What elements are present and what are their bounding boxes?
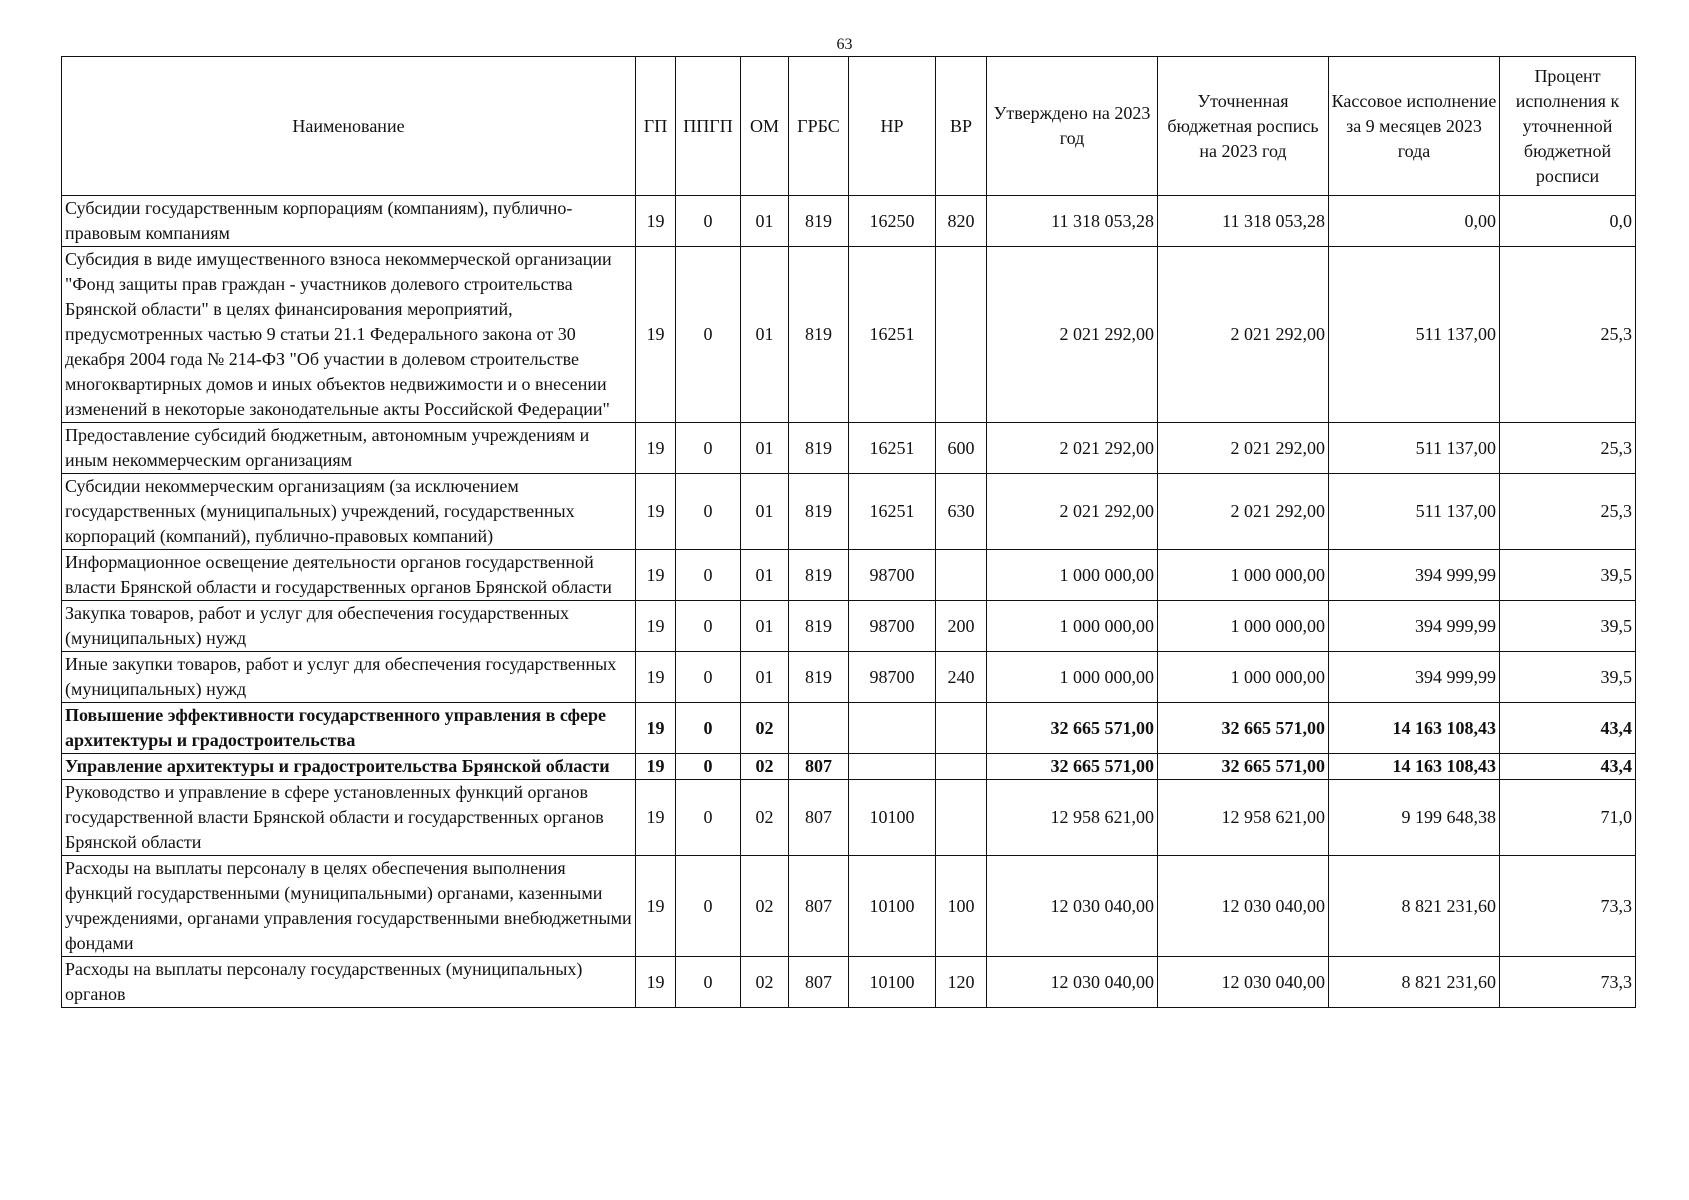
cell-approved: 12 030 040,00 xyxy=(987,957,1158,1008)
cell-grbs: 807 xyxy=(789,754,849,780)
cell-ppgp: 0 xyxy=(676,247,741,423)
cell-percent: 73,3 xyxy=(1500,957,1636,1008)
table-header-row xyxy=(62,57,1636,196)
table-row xyxy=(62,856,1636,957)
cell-ppgp: 0 xyxy=(676,780,741,856)
cell-grbs: 819 xyxy=(789,550,849,601)
header-vr: ВР xyxy=(936,57,987,196)
cell-approved: 12 030 040,00 xyxy=(987,856,1158,957)
cell-name: Управление архитектуры и градостроительства Брянской области xyxy=(62,754,636,780)
cell-refined: 32 665 571,00 xyxy=(1158,703,1329,754)
cell-om: 02 xyxy=(741,703,789,754)
cell-grbs: 819 xyxy=(789,247,849,423)
cell-nr: 10100 xyxy=(849,780,936,856)
cell-om: 02 xyxy=(741,957,789,1008)
cell-percent: 25,3 xyxy=(1500,247,1636,423)
cell-gp: 19 xyxy=(636,856,676,957)
cell-approved: 1 000 000,00 xyxy=(987,601,1158,652)
header-ppgp: ППГП xyxy=(676,57,741,196)
cell-gp: 19 xyxy=(636,652,676,703)
cell-percent: 25,3 xyxy=(1500,474,1636,550)
cell-name: Субсидии государственным корпорациям (компаниям), публично-правовым компаниям xyxy=(62,196,636,247)
cell-om: 01 xyxy=(741,423,789,474)
cell-nr: 16250 xyxy=(849,196,936,247)
cell-om: 01 xyxy=(741,474,789,550)
header-name: Наименование xyxy=(62,57,636,196)
cell-vr xyxy=(936,703,987,754)
cell-nr: 98700 xyxy=(849,652,936,703)
table-row xyxy=(62,754,1636,780)
cell-refined: 2 021 292,00 xyxy=(1158,247,1329,423)
cell-vr: 100 xyxy=(936,856,987,957)
cell-refined: 1 000 000,00 xyxy=(1158,652,1329,703)
cell-executed: 8 821 231,60 xyxy=(1329,957,1500,1008)
header-approved: Утверждено на 2023 год xyxy=(987,57,1158,196)
cell-nr xyxy=(849,703,936,754)
cell-nr: 98700 xyxy=(849,550,936,601)
table-row xyxy=(62,474,1636,550)
cell-om: 02 xyxy=(741,856,789,957)
header-percent: Процент исполнения к уточненной бюджетной росписи xyxy=(1500,57,1636,196)
cell-om: 01 xyxy=(741,550,789,601)
cell-nr: 98700 xyxy=(849,601,936,652)
table-row xyxy=(62,601,1636,652)
cell-executed: 394 999,99 xyxy=(1329,601,1500,652)
cell-vr xyxy=(936,754,987,780)
table-row xyxy=(62,423,1636,474)
cell-executed: 511 137,00 xyxy=(1329,247,1500,423)
cell-nr: 16251 xyxy=(849,474,936,550)
cell-approved: 2 021 292,00 xyxy=(987,423,1158,474)
cell-approved: 2 021 292,00 xyxy=(987,474,1158,550)
cell-refined: 11 318 053,28 xyxy=(1158,196,1329,247)
cell-vr xyxy=(936,780,987,856)
cell-grbs: 819 xyxy=(789,601,849,652)
cell-grbs: 819 xyxy=(789,423,849,474)
cell-ppgp: 0 xyxy=(676,196,741,247)
cell-ppgp: 0 xyxy=(676,474,741,550)
cell-approved: 32 665 571,00 xyxy=(987,754,1158,780)
cell-om: 01 xyxy=(741,652,789,703)
cell-name: Субсидия в виде имущественного взноса некоммерческой организации "Фонд защиты прав граждан - участников долевого строительства Брянской области" в целях финансирования мероприятий, предусмотренных частью 9 статьи 21.1 Федерального закона от 30 декабря 2004 года № 214-ФЗ "Об участии в долевом строительстве многоквартирных домов и иных объектов недвижимости и о внесении изменений в некоторые законодательные акты Российской Федерации" xyxy=(62,247,636,423)
cell-percent: 0,0 xyxy=(1500,196,1636,247)
cell-ppgp: 0 xyxy=(676,423,741,474)
cell-om: 01 xyxy=(741,247,789,423)
header-gp: ГП xyxy=(636,57,676,196)
header-om: ОМ xyxy=(741,57,789,196)
cell-grbs: 807 xyxy=(789,780,849,856)
cell-gp: 19 xyxy=(636,423,676,474)
cell-percent: 71,0 xyxy=(1500,780,1636,856)
cell-nr: 16251 xyxy=(849,247,936,423)
cell-vr: 630 xyxy=(936,474,987,550)
cell-percent: 43,4 xyxy=(1500,754,1636,780)
cell-refined: 12 030 040,00 xyxy=(1158,856,1329,957)
cell-percent: 43,4 xyxy=(1500,703,1636,754)
cell-nr xyxy=(849,754,936,780)
cell-gp: 19 xyxy=(636,247,676,423)
cell-approved: 1 000 000,00 xyxy=(987,550,1158,601)
cell-nr: 16251 xyxy=(849,423,936,474)
cell-gp: 19 xyxy=(636,601,676,652)
cell-nr: 10100 xyxy=(849,957,936,1008)
cell-ppgp: 0 xyxy=(676,601,741,652)
cell-refined: 1 000 000,00 xyxy=(1158,601,1329,652)
cell-gp: 19 xyxy=(636,957,676,1008)
table-row xyxy=(62,550,1636,601)
cell-vr: 200 xyxy=(936,601,987,652)
cell-executed: 9 199 648,38 xyxy=(1329,780,1500,856)
cell-vr xyxy=(936,550,987,601)
table-row xyxy=(62,196,1636,247)
budget-table xyxy=(61,56,1636,1008)
cell-ppgp: 0 xyxy=(676,652,741,703)
cell-approved: 2 021 292,00 xyxy=(987,247,1158,423)
cell-grbs: 819 xyxy=(789,474,849,550)
cell-om: 02 xyxy=(741,754,789,780)
table-row xyxy=(62,703,1636,754)
cell-name: Расходы на выплаты персоналу государственных (муниципальных) органов xyxy=(62,957,636,1008)
cell-percent: 39,5 xyxy=(1500,550,1636,601)
cell-gp: 19 xyxy=(636,196,676,247)
cell-percent: 39,5 xyxy=(1500,652,1636,703)
header-refined: Уточненная бюджетная роспись на 2023 год xyxy=(1158,57,1329,196)
cell-refined: 12 958 621,00 xyxy=(1158,780,1329,856)
cell-grbs: 807 xyxy=(789,957,849,1008)
cell-percent: 73,3 xyxy=(1500,856,1636,957)
cell-approved: 32 665 571,00 xyxy=(987,703,1158,754)
cell-name: Предоставление субсидий бюджетным, автономным учреждениям и иным некоммерческим организациям xyxy=(62,423,636,474)
cell-executed: 511 137,00 xyxy=(1329,423,1500,474)
cell-vr: 120 xyxy=(936,957,987,1008)
cell-refined: 12 030 040,00 xyxy=(1158,957,1329,1008)
cell-executed: 8 821 231,60 xyxy=(1329,856,1500,957)
cell-gp: 19 xyxy=(636,550,676,601)
cell-vr xyxy=(936,247,987,423)
cell-ppgp: 0 xyxy=(676,550,741,601)
cell-refined: 32 665 571,00 xyxy=(1158,754,1329,780)
table-row xyxy=(62,652,1636,703)
cell-om: 01 xyxy=(741,601,789,652)
cell-approved: 11 318 053,28 xyxy=(987,196,1158,247)
header-nr: НР xyxy=(849,57,936,196)
cell-executed: 511 137,00 xyxy=(1329,474,1500,550)
table-row xyxy=(62,957,1636,1008)
cell-gp: 19 xyxy=(636,780,676,856)
cell-refined: 2 021 292,00 xyxy=(1158,423,1329,474)
cell-nr: 10100 xyxy=(849,856,936,957)
cell-approved: 1 000 000,00 xyxy=(987,652,1158,703)
table-row xyxy=(62,780,1636,856)
header-executed: Кассовое исполнение за 9 месяцев 2023 года xyxy=(1329,57,1500,196)
cell-vr: 820 xyxy=(936,196,987,247)
cell-executed: 394 999,99 xyxy=(1329,550,1500,601)
cell-name: Закупка товаров, работ и услуг для обеспечения государственных (муниципальных) нужд xyxy=(62,601,636,652)
cell-name: Расходы на выплаты персоналу в целях обеспечения выполнения функций государственными (муниципальными) органами, казенными учреждениями, органами управления государственными внебюджетными фондами xyxy=(62,856,636,957)
cell-grbs: 819 xyxy=(789,196,849,247)
cell-approved: 12 958 621,00 xyxy=(987,780,1158,856)
cell-grbs xyxy=(789,703,849,754)
cell-name: Субсидии некоммерческим организациям (за исключением государственных (муниципальных) учреждений, государственных корпораций (компаний), публично-правовых компаний) xyxy=(62,474,636,550)
cell-ppgp: 0 xyxy=(676,703,741,754)
cell-ppgp: 0 xyxy=(676,856,741,957)
cell-executed: 0,00 xyxy=(1329,196,1500,247)
cell-grbs: 807 xyxy=(789,856,849,957)
cell-executed: 14 163 108,43 xyxy=(1329,703,1500,754)
cell-refined: 1 000 000,00 xyxy=(1158,550,1329,601)
cell-name: Иные закупки товаров, работ и услуг для обеспечения государственных (муниципальных) нужд xyxy=(62,652,636,703)
cell-om: 02 xyxy=(741,780,789,856)
cell-gp: 19 xyxy=(636,703,676,754)
cell-executed: 14 163 108,43 xyxy=(1329,754,1500,780)
cell-name: Руководство и управление в сфере установленных функций органов государственной власти Брянской области и государственных органов Брянской области xyxy=(62,780,636,856)
cell-gp: 19 xyxy=(636,754,676,780)
cell-vr: 240 xyxy=(936,652,987,703)
page-number: 63 xyxy=(836,36,853,53)
cell-ppgp: 0 xyxy=(676,957,741,1008)
cell-name: Информационное освещение деятельности органов государственной власти Брянской области и государственных органов Брянской области xyxy=(62,550,636,601)
cell-vr: 600 xyxy=(936,423,987,474)
cell-percent: 25,3 xyxy=(1500,423,1636,474)
cell-ppgp: 0 xyxy=(676,754,741,780)
cell-gp: 19 xyxy=(636,474,676,550)
cell-executed: 394 999,99 xyxy=(1329,652,1500,703)
cell-percent: 39,5 xyxy=(1500,601,1636,652)
cell-grbs: 819 xyxy=(789,652,849,703)
cell-refined: 2 021 292,00 xyxy=(1158,474,1329,550)
table-row xyxy=(62,247,1636,423)
header-grbs: ГРБС xyxy=(789,57,849,196)
cell-name: Повышение эффективности государственного управления в сфере архитектуры и градостроительства xyxy=(62,703,636,754)
cell-om: 01 xyxy=(741,196,789,247)
